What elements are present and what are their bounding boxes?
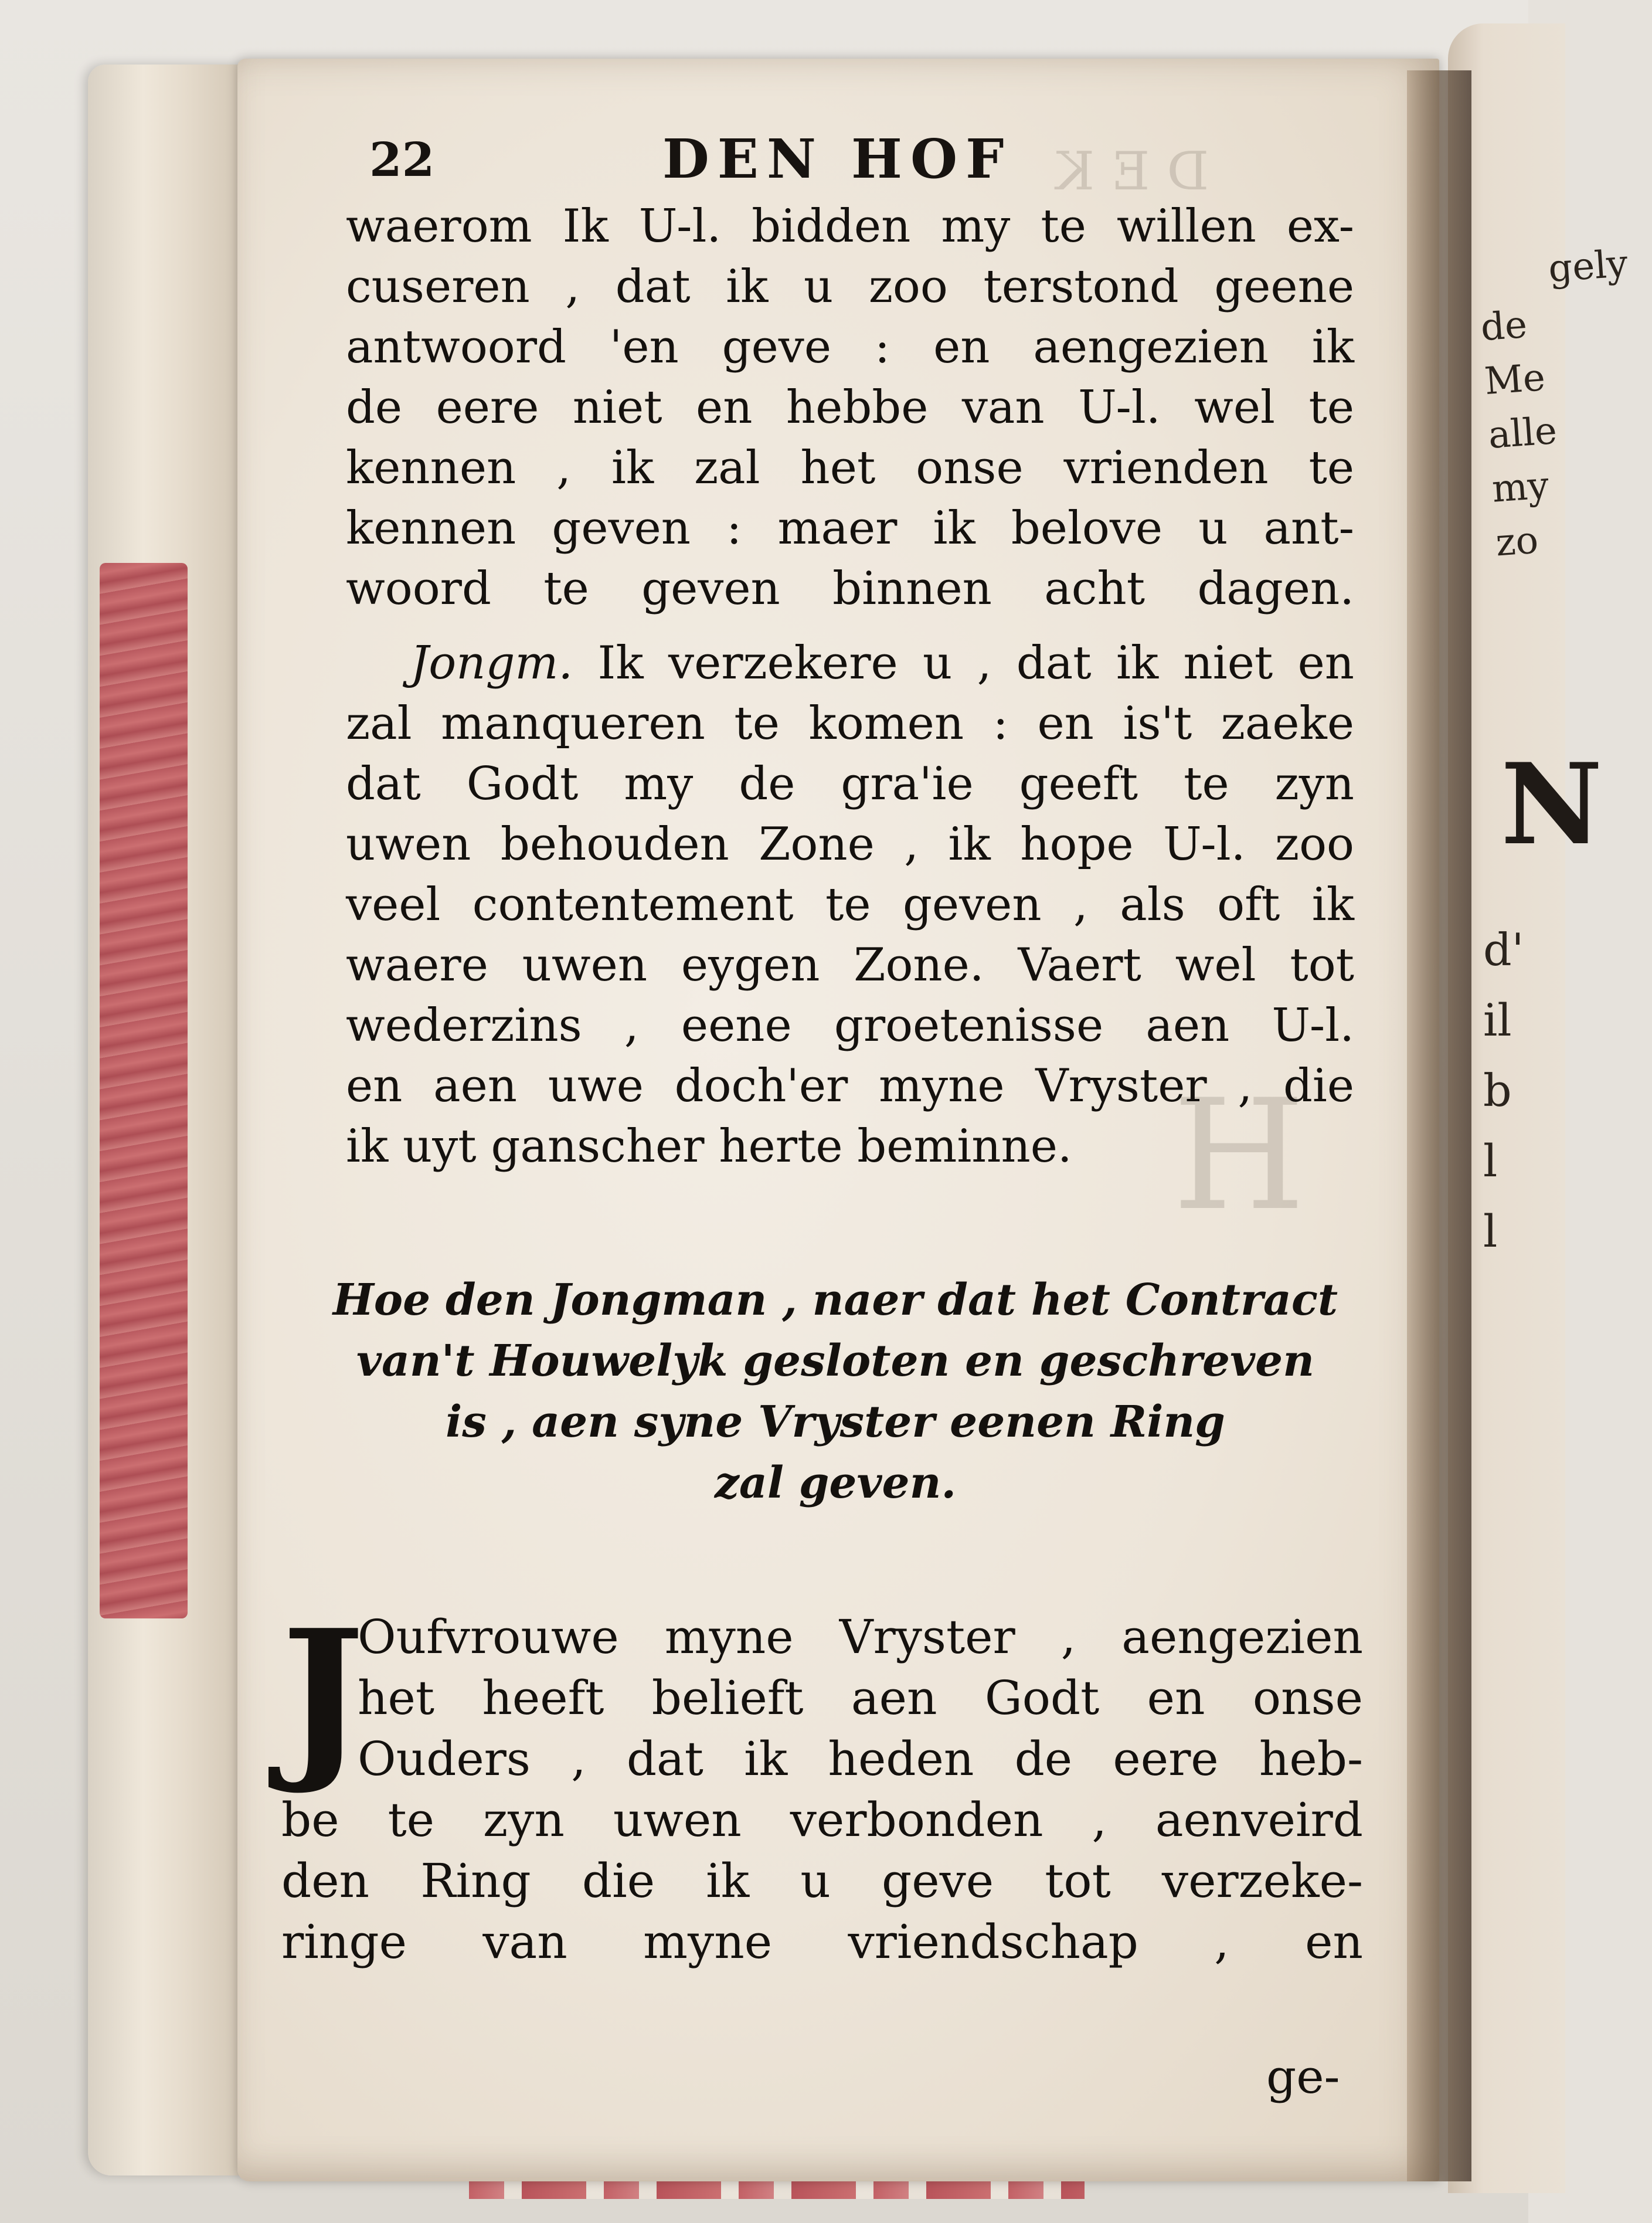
text-line: veel contentement te geven , als oft ik bbox=[346, 878, 1354, 931]
paragraph-3 bbox=[281, 1591, 1363, 1973]
facing-page-fragments-bottom bbox=[1483, 844, 1540, 1337]
running-title: DEN HOF bbox=[662, 127, 1012, 191]
text-line: de eere niet en hebbe van U-l. wel te bbox=[346, 381, 1354, 434]
text-line: ringe van myne vriendschap , en bbox=[281, 1915, 1363, 1969]
text-line: Oufvrouwe myne Vryster , aengezien bbox=[358, 1610, 1363, 1664]
text-line: uwen behouden Zone , ik hope U-l. zoo bbox=[346, 818, 1354, 871]
facing-fragment: gely bbox=[1546, 242, 1630, 291]
heading-line: is , aen syne Vryster eenen Ring bbox=[446, 1397, 1225, 1447]
text-line: be te zyn uwen verbonden , aenveird bbox=[281, 1793, 1363, 1847]
text-line: antwoord 'en geve : en aengezien ik bbox=[346, 321, 1354, 374]
facing-fragment: d' bbox=[1483, 924, 1524, 976]
text-line: en aen uwe doch'er myne Vryster , die bbox=[346, 1060, 1354, 1112]
facing-fragment: il bbox=[1483, 994, 1512, 1046]
facing-fragment: b bbox=[1483, 1064, 1512, 1116]
text-line: den Ring die ik u geve tot verzeke- bbox=[281, 1854, 1363, 1908]
heading-line: zal geven. bbox=[714, 1458, 957, 1508]
running-header bbox=[369, 127, 1337, 202]
show-through-ghost: D E K bbox=[1055, 141, 1209, 202]
facing-fragment: alle bbox=[1487, 409, 1559, 457]
text-line: dat Godt my de gra'ie geeft te zyn bbox=[346, 758, 1354, 810]
text-line: cuseren , dat ik u zoo terstond geene bbox=[346, 260, 1354, 313]
text-line: kennen geven : maer ik belove u ant- bbox=[346, 502, 1354, 555]
text-line: het heeft belieft aen Godt en onse bbox=[358, 1671, 1363, 1725]
text-fragment: Ik verzekere u , dat ik niet en bbox=[597, 637, 1355, 690]
show-through-ghost: H bbox=[1172, 1067, 1306, 1244]
facing-fragment: l bbox=[1483, 1205, 1498, 1257]
drop-cap: J bbox=[281, 1591, 365, 1798]
facing-drop-cap: N bbox=[1501, 739, 1603, 870]
page-gutter-shadow bbox=[1407, 70, 1471, 2181]
text-line: Ouders , dat ik heden de eere heb- bbox=[358, 1732, 1363, 1786]
facing-fragment: zo bbox=[1494, 518, 1540, 565]
text-line: waere uwen eygen Zone. Vaert wel tot bbox=[346, 939, 1354, 992]
catchword: ge- bbox=[1266, 2049, 1340, 2104]
facing-fragment: my bbox=[1490, 464, 1551, 511]
facing-fragment: l bbox=[1483, 1135, 1498, 1187]
heading-line: van't Houwelyk gesloten en geschreven bbox=[356, 1336, 1315, 1386]
heading-line: Hoe den Jongman , naer dat het Contract bbox=[332, 1275, 1338, 1325]
paragraph-2 bbox=[346, 633, 1354, 1177]
text-line: waerom Ik U-l. bidden my te willen ex- bbox=[346, 200, 1354, 253]
text-line: zal manqueren te komen : en is't zaeke bbox=[346, 697, 1354, 750]
text-line: woord te geven binnen acht dagen. bbox=[346, 562, 1354, 615]
facing-fragment: de bbox=[1479, 303, 1529, 350]
page-number: 22 bbox=[369, 132, 435, 187]
speaker-label: Jongm. bbox=[410, 637, 573, 690]
text-line: ik uyt ganscher herte beminne. bbox=[346, 1120, 1072, 1173]
facing-fragment: Me bbox=[1483, 356, 1547, 404]
text-line-first bbox=[346, 633, 1354, 694]
facing-page-fragments-top bbox=[1471, 183, 1652, 624]
section-heading bbox=[319, 1270, 1351, 1513]
text-line: wederzins , eene groetenisse aen U-l. bbox=[346, 999, 1354, 1052]
marbled-edge bbox=[100, 563, 188, 1618]
text-line: kennen , ik zal het onse vrienden te bbox=[346, 442, 1354, 494]
paragraph-1 bbox=[346, 196, 1354, 619]
